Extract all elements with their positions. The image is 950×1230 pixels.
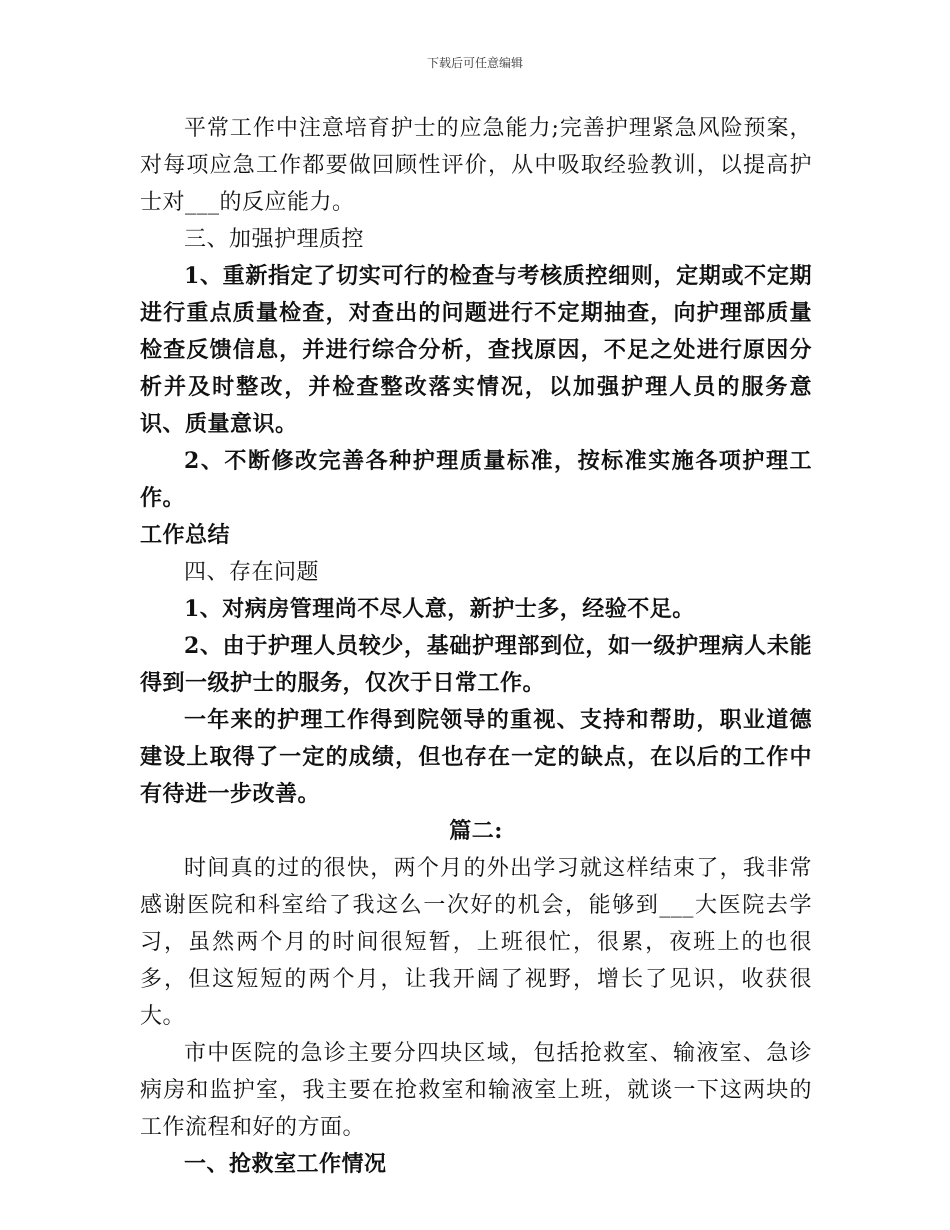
section-title-part-two: 篇二: [449, 818, 503, 844]
paragraph-study-trip: 时间真的过的很快，两个月的外出学习就这样结束了，我非常感谢医院和科室给了我这么一次好的机会，能够到___大医院去学习，虽然两个月的时间很短暂，上班很忙，很累，夜班上的也很多，但这短短的两个月，让我开阔了视野，增长了见识，收获很大。 [140, 856, 812, 1029]
paragraph-ward-management: 1、对病房管理尚不尽人意，新护士多，经验不足。 [184, 596, 695, 622]
section-heading-problems: 四、存在问题 [184, 560, 320, 585]
paragraph-staff-shortage: 2、由于护理人员较少，基础护理部到位，如一级护理病人未能得到一级护士的服务，仅次于日常工作。 [140, 633, 812, 696]
paragraph-quality-rules: 1、重新指定了切实可行的检查与考核质控细则，定期或不定期进行重点质量检查，对查出的问题进行不定期抽查，向护理部质量检查反馈信息，并进行综合分析，查找原因，不足之处进行原因分析并及时整改，并检查整改落实情况，以加强护理人员的服务意识、质量意识。 [140, 263, 812, 437]
document-body [140, 110, 812, 1183]
page-header: 下载后可任意编辑 [426, 56, 523, 70]
paragraph-year-summary: 一年来的护理工作得到院领导的重视、支持和帮助，职业道德建设上取得了一定的成绩，但也存在一定的缺点，在以后的工作中有待进一步改善。 [140, 707, 812, 807]
work-summary-label: 工作总结 [140, 522, 231, 548]
paragraph-emergency-training: 平常工作中注意培育护士的应急能力;完善护理紧急风险预案，对每项应急工作都要做回顾性评价，从中吸取经验教训，以提高护士对___的反应能力。 [140, 116, 812, 215]
section-heading-rescue-room: 一、抢救室工作情况 [184, 1151, 387, 1177]
section-heading-quality-control: 三、加强护理质控 [184, 227, 365, 252]
paragraph-emergency-areas: 市中医院的急诊主要分四块区域，包括抢救室、输液室、急诊病房和监护室，我主要在抢救室和输液室上班，就谈一下这两块的工作流程和好的方面。 [140, 1041, 812, 1140]
paragraph-quality-standards: 2、不断修改完善各种护理质量标准，按标准实施各项护理工作。 [140, 448, 812, 511]
